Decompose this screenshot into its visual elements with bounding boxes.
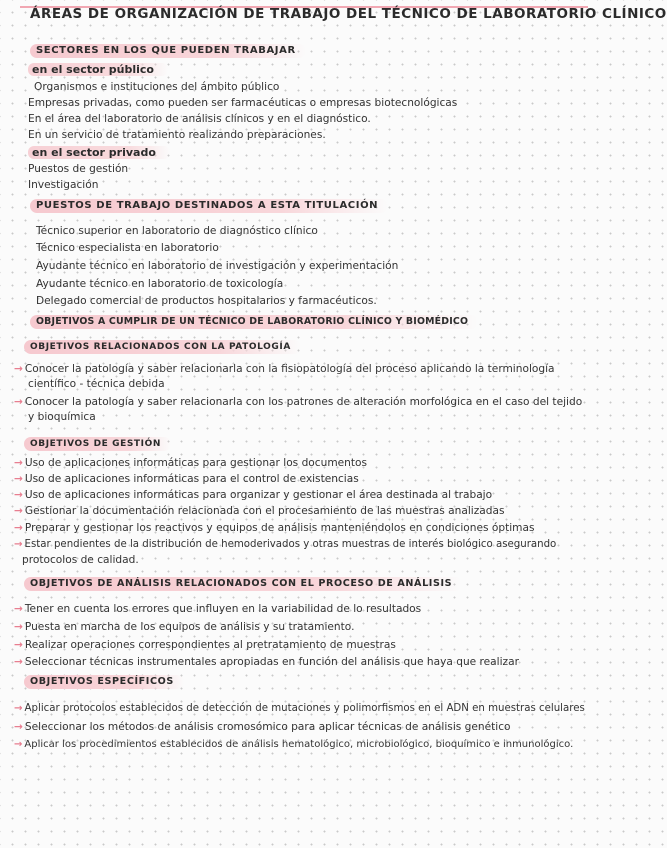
list-item: científico - técnica debida (28, 378, 165, 390)
list-item: → Conocer la patología y saber relacionarla con la fisiopatología del proceso aplicando la terminología (14, 363, 555, 375)
list-item: → Puesta en marcha de los equipos de análisis y su tratamiento. (14, 621, 355, 633)
list-item: → Uso de aplicaciones informáticas para el control de existencias (14, 473, 359, 485)
heading-puestos: PUESTOS DE TRABAJO DESTINADOS A ESTA TITULACIÓN (30, 199, 388, 213)
list-item: Delegado comercial de productos hospitalarios y farmacéuticos. (36, 295, 377, 307)
heading-especificos: OBJETIVOS ESPECÍFICOS (24, 675, 184, 689)
list-item: → Gestionar la documentación relacionada con el procesamiento de las muestras analizadas (14, 505, 505, 517)
arrow-icon: → (14, 656, 23, 668)
list-item: protocolos de calidad. (22, 554, 139, 566)
arrow-icon: → (14, 639, 23, 651)
list-item: En un servicio de tratamiento realizando preparaciones. (28, 129, 326, 141)
list-item: → Uso de aplicaciones informáticas para gestionar los documentos (14, 457, 368, 469)
list-item: Técnico especialista en laboratorio (36, 242, 219, 254)
list-item: Investigación (28, 179, 99, 191)
list-item: y bioquímica (28, 411, 96, 423)
heading-patologia: OBJETIVOS RELACIONADOS CON LA PATOLOGÍA (24, 340, 301, 354)
list-item: Técnico superior en laboratorio de diagnóstico clínico (36, 225, 318, 237)
list-item: Organismos e instituciones del ámbito público (34, 81, 280, 93)
list-item: → Aplicar protocolos establecidos de detección de mutaciones y polimorfismos en el ADN en muestras celulares (14, 703, 585, 714)
arrow-icon: → (14, 621, 23, 633)
arrow-icon: → (14, 396, 23, 408)
list-item: → Seleccionar los métodos de análisis cromosómico para aplicar técnicas de análisis genético (14, 721, 511, 733)
arrow-icon: → (14, 703, 23, 714)
label-sector-privado: en el sector privado (28, 146, 170, 159)
list-item: → Realizar operaciones correspondientes al pretratamiento de muestras (14, 639, 396, 651)
list-item: → Seleccionar técnicas instrumentales apropiadas en función del análisis que haya que realizar (14, 656, 519, 668)
page-title: ÁREAS DE ORGANIZACIÓN DE TRABAJO DEL TÉCNICO DE LABORATORIO CLÍNICO (30, 6, 667, 22)
heading-gestion: OBJETIVOS DE GESTIÓN (24, 437, 171, 451)
heading-sectores: SECTORES EN LOS QUE PUEDEN TRABAJAR (30, 44, 306, 58)
list-item: → Preparar y gestionar los reactivos y equipos de análisis manteniéndolos en condiciones óptimas (14, 522, 535, 534)
heading-analisis: OBJETIVOS DE ANÁLISIS RELACIONADOS CON EL PROCESO DE ANÁLISIS (24, 577, 462, 591)
arrow-icon: → (14, 473, 23, 485)
list-item: Puestos de gestión (28, 163, 129, 175)
arrow-icon: → (14, 603, 23, 615)
list-item: Empresas privadas, como pueden ser farmacéuticas o empresas biotecnológicas (28, 97, 458, 109)
arrow-icon: → (14, 522, 23, 534)
heading-objetivos: OBJETIVOS A CUMPLIR DE UN TÉCNICO DE LABORATORIO CLÍNICO Y BIOMÉDICO (30, 315, 478, 329)
list-item: Ayudante técnico en laboratorio de investigación y experimentación (36, 260, 399, 272)
arrow-icon: → (14, 539, 23, 550)
arrow-icon: → (14, 721, 23, 733)
arrow-icon: → (14, 505, 23, 517)
arrow-icon: → (14, 363, 23, 375)
list-item: → Estar pendientes de la distribución de hemoderivados y otras muestras de interés biológico asegurando (14, 539, 557, 550)
list-item: → Uso de aplicaciones informáticas para organizar y gestionar el área destinada al trabajo (14, 489, 493, 501)
arrow-icon: → (14, 457, 23, 469)
label-sector-publico: en el sector público (28, 63, 168, 76)
list-item: → Tener en cuenta los errores que influyen en la variabilidad de lo resultados (14, 603, 422, 615)
list-item: → Conocer la patología y saber relacionarla con los patrones de alteración morfológica en el caso del tejido (14, 396, 583, 408)
list-item: → Aplicar los procedimientos establecidos de análisis hematológico, microbiológico, bioquímico e inmunológico. (14, 739, 574, 750)
arrow-icon: → (14, 739, 23, 750)
list-item: En el área del laboratorio de análisis clínicos y en el diagnóstico. (28, 113, 371, 125)
list-item: Ayudante técnico en laboratorio de toxicología (36, 278, 284, 290)
arrow-icon: → (14, 489, 23, 501)
